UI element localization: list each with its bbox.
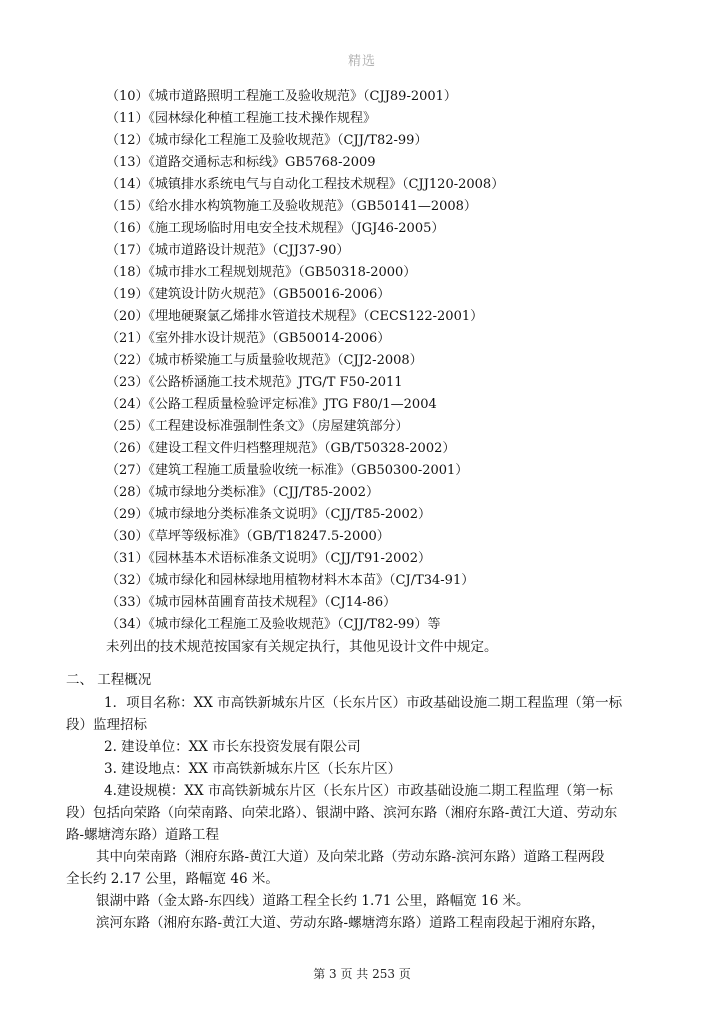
item-4-line-1: 4.建设规模：XX 市高铁新城东片区（长东片区）市政基础设施二期工程监理（第一标: [104, 783, 613, 799]
standard-item: （24）《公路工程质量检验评定标准》JTG F80/1—2004: [106, 397, 437, 412]
standard-item: （31）《园林基本术语标准条文说明》（CJJ/T91-2002）: [106, 551, 431, 566]
standard-item: （17）《城市道路设计规范》（CJJ37-90）: [106, 243, 350, 258]
standard-item: （13）《道路交通标志和标线》GB5768-2009: [106, 155, 376, 170]
item-2: 2. 建设单位：XX 市长东投资发展有限公司: [104, 739, 361, 755]
standard-item: （19）《建筑设计防火规范》（GB50016-2006）: [106, 287, 391, 302]
standard-item: （34）《城市绿化工程施工及验收规范》（CJJ/T82-99）等: [106, 617, 441, 632]
paragraph-1-line-2: 全长约 2.17 公里，路幅宽 46 米。: [66, 871, 279, 887]
section-title: 二、 工程概况: [66, 672, 152, 688]
item-4-line-2: 段）包括向荣路（向荣南路、向荣北路）、银湖中路、滨河东路（湘府东路-黄江大道、劳动东: [66, 805, 618, 821]
standard-item: （14）《城镇排水系统电气与自动化工程技术规程》（CJJ120-2008）: [106, 177, 505, 192]
item-3: 3. 建设地点：XX 市高铁新城东片区（长东片区）: [104, 761, 402, 777]
standard-item: （25）《工程建设标准强制性条文》（房屋建筑部分）: [106, 419, 409, 434]
standard-item: （30）《草坪等级标准》（GB/T18247.5-2000）: [106, 529, 390, 544]
paragraph-1-line-1: 其中向荣南路（湘府东路-黄江大道）及向荣北路（劳动东路-滨河东路）道路工程两段: [96, 849, 605, 865]
standard-item: （20）《埋地硬聚氯乙烯排水管道技术规程》（CECS122-2001）: [106, 309, 484, 324]
standard-item: （28）《城市绿地分类标准》（CJJ/T85-2002）: [106, 485, 379, 500]
standard-item: （12）《城市绿化工程施工及验收规范》（CJJ/T82-99）: [106, 133, 428, 148]
standard-item: （15）《给水排水构筑物施工及验收规范》（GB50141—2008）: [106, 199, 477, 214]
standard-item: （11）《园林绿化种植工程施工技术操作规程》: [106, 111, 377, 126]
standards-list: [106, 86, 504, 636]
standard-item: （27）《建筑工程施工质量验收统一标准》（GB50300-2001）: [106, 463, 469, 478]
standard-item: （32）《城市绿化和园林绿地用植物材料木本苗》（CJ/T34-91）: [106, 573, 475, 588]
standard-item: （26）《建设工程文件归档整理规范》（GB/T50328-2002）: [106, 441, 456, 456]
standard-item: （29）《城市绿地分类标准条文说明》（CJJ/T85-2002）: [106, 507, 431, 522]
paragraph-3: 滨河东路（湘府东路-黄江大道、劳动东路-螺塘湾东路）道路工程南段起于湘府东路，: [96, 915, 605, 931]
item-1-line-2: 段）监理招标: [66, 717, 147, 733]
item-1-line-1: 1．项目名称：XX 市高铁新城东片区（长东片区）市政基础设施二期工程监理（第一标: [104, 695, 623, 711]
standard-item: （10）《城市道路照明工程施工及验收规范》（CJJ89-2001）: [106, 89, 457, 104]
page-footer: 第 3 页 共 253 页: [313, 967, 411, 981]
item-4-line-3: 路-螺塘湾东路）道路工程: [66, 827, 220, 843]
standard-item: （18）《城市排水工程规划规范》（GB50318-2000）: [106, 265, 417, 280]
standard-item: （16）《施工现场临时用电安全技术规程》（JGJ46-2005）: [106, 221, 445, 236]
standard-item: （22）《城市桥梁施工与质量验收规范》（CJJ2-2008）: [106, 353, 423, 368]
paragraph-2: 银湖中路（金太路-东四线）道路工程全长约 1.71 公里，路幅宽 16 米。: [96, 893, 530, 909]
standard-item: （23）《公路桥涵施工技术规范》JTG/T F50-2011: [106, 375, 403, 390]
note-paragraph: 未列出的技术规范按国家有关规定执行，其他见设计文件中规定。: [106, 639, 498, 655]
standard-item: （21）《室外排水设计规范》（GB50014-2006）: [106, 331, 391, 346]
standard-item: （33）《城市园林苗圃育苗技术规程》（CJ14-86）: [106, 595, 397, 610]
page-header-watermark: 精选: [347, 54, 376, 69]
